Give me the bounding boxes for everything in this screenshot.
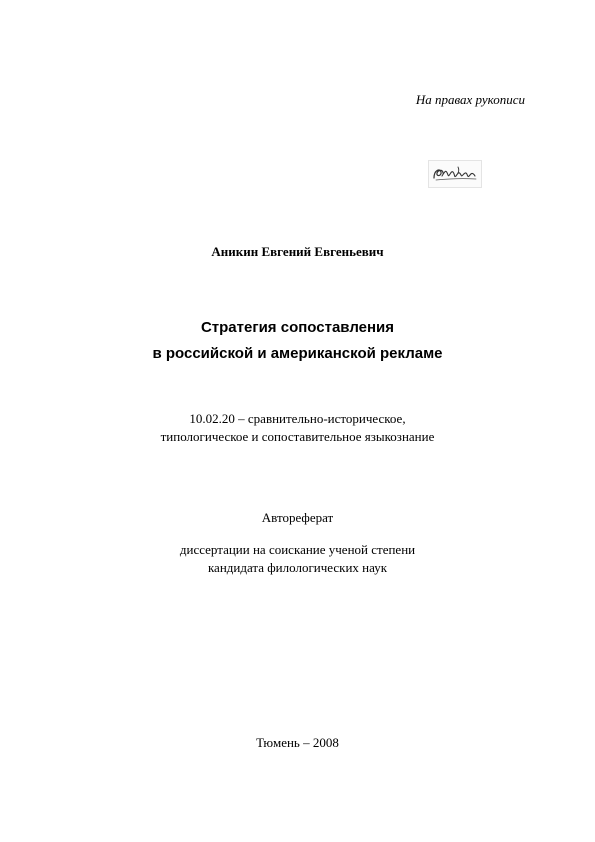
document-type-label: Автореферат — [261, 510, 334, 525]
degree-purpose — [0, 541, 595, 577]
place-and-year: Тюмень – 2008 — [256, 735, 339, 750]
specialty-line-1: 10.02.20 – сравнительно-историческое, — [189, 411, 406, 426]
title-line-2: в российской и американской рекламе — [152, 345, 443, 362]
author-name: Аникин Евгений Евгеньевич — [211, 244, 384, 259]
purpose-line-2: кандидата филологических наук — [207, 560, 388, 575]
purpose-line-1: диссертации на соискание ученой степени — [179, 542, 416, 557]
rights-note: На правах рукописи — [415, 92, 525, 107]
specialty-line-2: типологическое и сопоставительное языкознание — [160, 429, 435, 444]
signature-image — [428, 160, 482, 188]
handwritten-signature-icon — [428, 160, 482, 188]
specialty-code — [0, 410, 595, 446]
dissertation-title — [0, 315, 595, 367]
title-line-1: Стратегия сопоставления — [200, 319, 395, 336]
